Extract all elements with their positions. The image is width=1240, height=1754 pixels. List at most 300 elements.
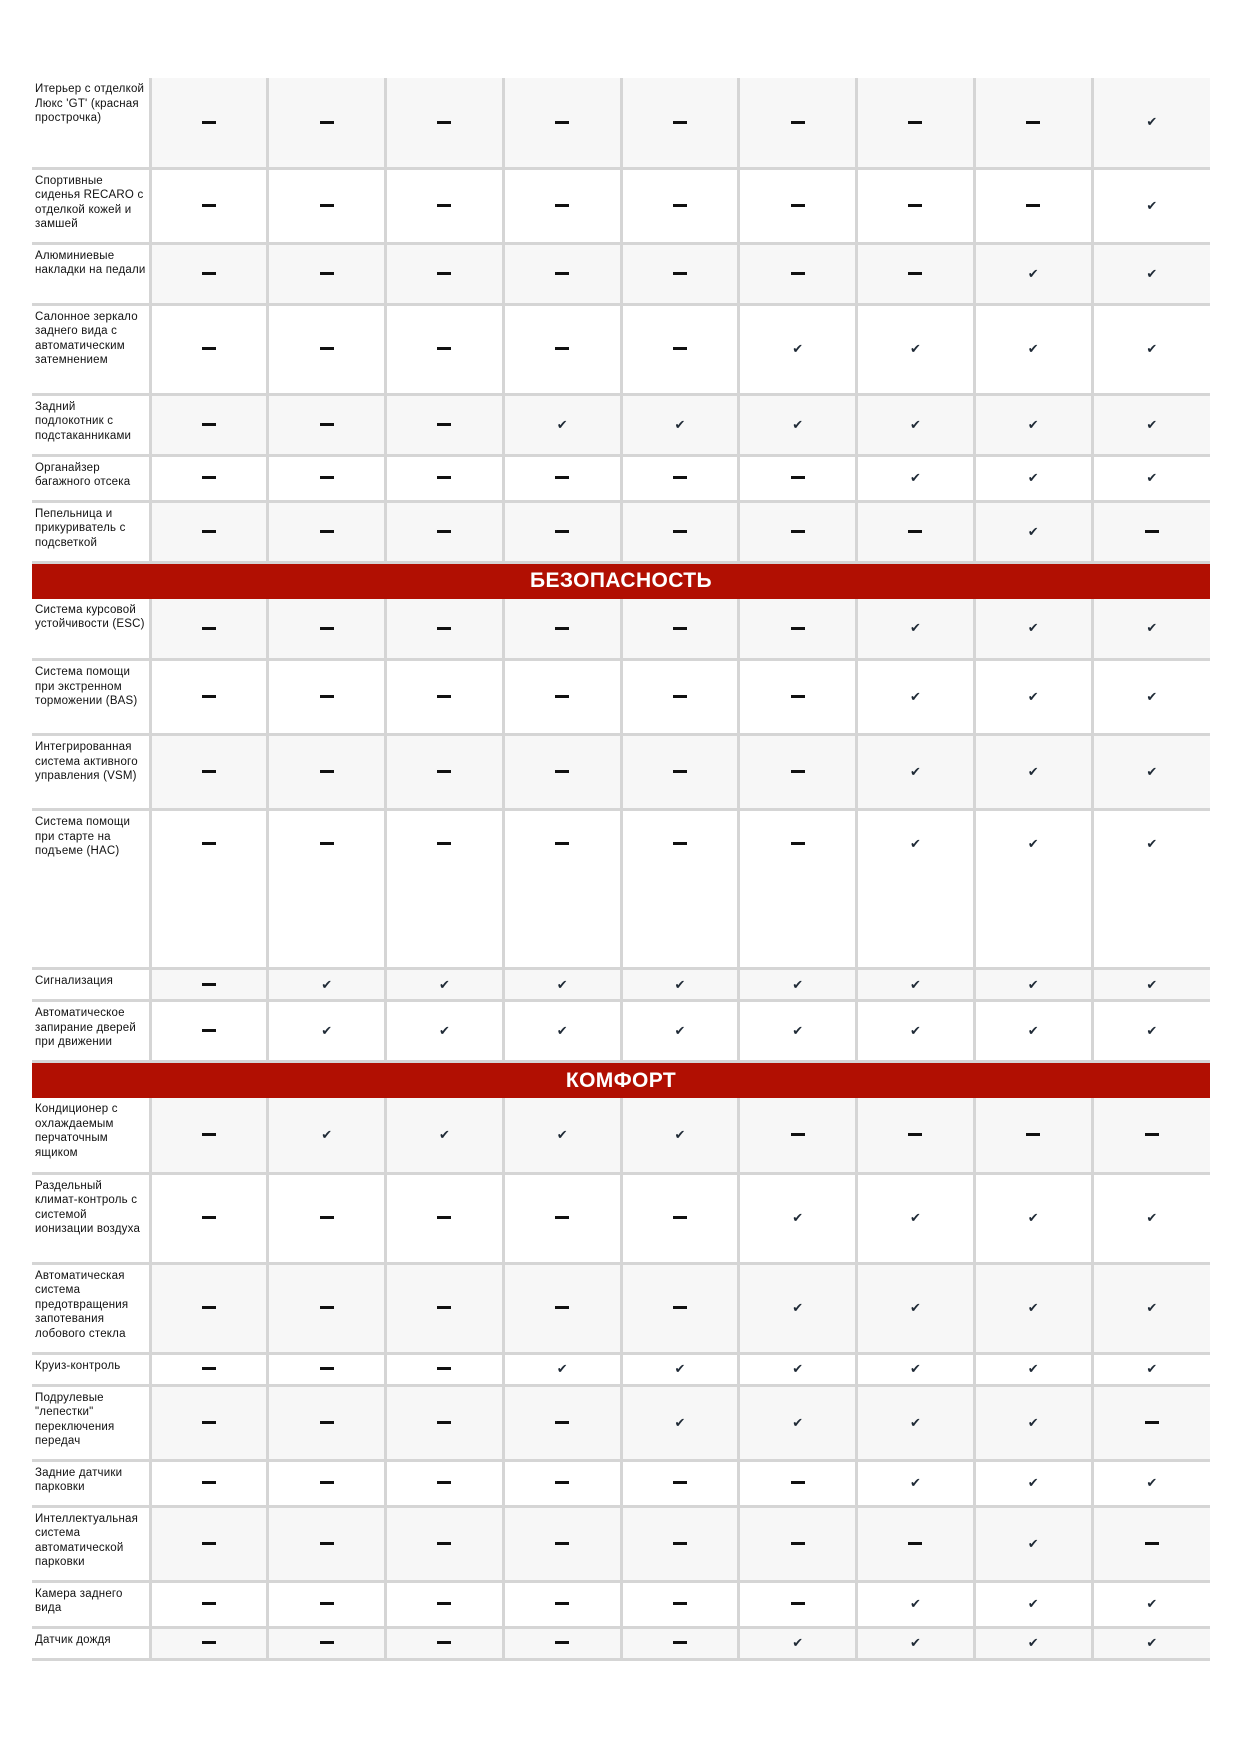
feature-value-cell <box>621 304 739 394</box>
feature-value-cell <box>621 1353 739 1385</box>
feature-label: Подрулевые "лепестки" переключения передач <box>32 1385 150 1460</box>
check-icon: ✔ <box>1146 620 1158 636</box>
feature-value-cell <box>386 735 504 810</box>
feature-value-cell <box>268 1353 386 1385</box>
feature-label: Раздельный климат-контроль с системой ионизации воздуха <box>32 1173 150 1263</box>
feature-value-cell <box>621 1506 739 1581</box>
feature-value-cell <box>621 1098 739 1173</box>
check-icon: ✔ <box>438 976 450 992</box>
dash-icon <box>1145 1542 1159 1545</box>
feature-row <box>32 78 1210 168</box>
dash-icon <box>437 627 451 630</box>
dash-icon <box>791 770 805 773</box>
check-icon: ✔ <box>321 1126 333 1142</box>
feature-value-cell <box>268 1098 386 1173</box>
dash-icon <box>320 695 334 698</box>
feature-value-cell <box>386 1353 504 1385</box>
check-icon: ✔ <box>910 1596 921 1611</box>
dash-icon <box>791 1542 805 1545</box>
dash-icon <box>320 272 334 275</box>
feature-value-cell <box>268 1173 386 1263</box>
feature-value-cell <box>857 969 975 1001</box>
dash-icon <box>202 272 216 275</box>
check-icon: ✔ <box>910 620 921 636</box>
feature-value-cell <box>739 394 857 455</box>
feature-value-cell <box>386 394 504 455</box>
feature-value-cell <box>503 1581 621 1627</box>
feature-label: Итерьер с отделкой Люкс 'GT' (красная прострочка) <box>32 78 150 168</box>
feature-value-cell <box>739 304 857 394</box>
feature-value-cell <box>150 168 268 243</box>
feature-value-cell <box>1092 394 1210 455</box>
feature-value-cell <box>503 1001 621 1062</box>
feature-value-cell <box>974 969 1092 1001</box>
dash-icon <box>202 530 216 533</box>
dash-icon <box>673 1216 687 1219</box>
feature-value-cell <box>268 969 386 1001</box>
dash-icon <box>1145 530 1159 533</box>
feature-value-cell <box>621 1627 739 1659</box>
feature-value-cell <box>268 304 386 394</box>
check-icon: ✔ <box>1027 1635 1039 1650</box>
feature-value-cell <box>739 660 857 735</box>
feature-value-cell <box>503 304 621 394</box>
check-icon: ✔ <box>1027 1535 1039 1551</box>
dash-icon <box>555 347 569 350</box>
dash-icon <box>437 423 451 426</box>
dash-icon <box>791 476 805 479</box>
check-icon: ✔ <box>910 976 921 992</box>
feature-value-cell <box>268 243 386 304</box>
check-icon: ✔ <box>910 470 921 485</box>
check-icon: ✔ <box>556 1126 568 1142</box>
feature-value-cell <box>857 243 975 304</box>
feature-row <box>32 969 1210 1001</box>
feature-value-cell <box>150 1353 268 1385</box>
dash-icon <box>673 695 687 698</box>
feature-value-cell <box>386 243 504 304</box>
feature-row <box>32 1098 1210 1173</box>
feature-value-cell <box>621 660 739 735</box>
check-icon: ✔ <box>1146 764 1158 779</box>
feature-value-cell <box>974 168 1092 243</box>
feature-value-cell <box>1092 1353 1210 1385</box>
feature-value-cell <box>150 1385 268 1460</box>
feature-label: Автоматическая система предотвращения запотевания лобового стекла <box>32 1263 150 1353</box>
feature-value-cell <box>857 599 975 660</box>
feature-value-cell <box>857 810 975 969</box>
feature-value-cell <box>386 1173 504 1263</box>
check-icon: ✔ <box>792 416 804 432</box>
feature-value-cell <box>386 1581 504 1627</box>
dash-icon <box>202 627 216 630</box>
check-icon: ✔ <box>438 1126 450 1142</box>
dash-icon <box>437 1602 451 1605</box>
feature-value-cell <box>739 1173 857 1263</box>
dash-icon <box>437 476 451 479</box>
check-icon: ✔ <box>910 1475 921 1490</box>
dash-icon <box>791 121 805 124</box>
dash-icon <box>673 204 687 207</box>
feature-row <box>32 1627 1210 1659</box>
feature-value-cell <box>386 501 504 562</box>
feature-value-cell <box>150 1460 268 1506</box>
check-icon: ✔ <box>1146 1023 1158 1038</box>
section-header-row <box>32 562 1210 599</box>
dash-icon <box>437 530 451 533</box>
feature-value-cell <box>503 1385 621 1460</box>
feature-value-cell <box>1092 78 1210 168</box>
feature-value-cell <box>503 1460 621 1506</box>
check-icon: ✔ <box>321 976 333 992</box>
feature-value-cell <box>503 735 621 810</box>
feature-label: Пепельница и прикуриватель с подсветкой <box>32 501 150 562</box>
dash-icon <box>673 476 687 479</box>
check-icon: ✔ <box>1027 341 1039 356</box>
dash-icon <box>320 347 334 350</box>
feature-value-cell <box>150 735 268 810</box>
feature-value-cell <box>150 394 268 455</box>
feature-value-cell <box>974 1263 1092 1353</box>
feature-value-cell <box>974 1385 1092 1460</box>
feature-value-cell <box>503 1098 621 1173</box>
feature-value-cell <box>268 1385 386 1460</box>
feature-value-cell <box>268 394 386 455</box>
check-icon: ✔ <box>1146 341 1158 356</box>
feature-value-cell <box>1092 1581 1210 1627</box>
feature-label: Кондиционер с охлаждаемым перчаточным ящиком <box>32 1098 150 1173</box>
check-icon: ✔ <box>792 976 804 992</box>
feature-value-cell <box>503 1627 621 1659</box>
dash-icon <box>555 695 569 698</box>
feature-value-cell <box>150 599 268 660</box>
dash-icon <box>908 1542 922 1545</box>
feature-label: Автоматическое запирание дверей при движении <box>32 1001 150 1062</box>
check-icon: ✔ <box>1027 1361 1039 1376</box>
feature-value-cell <box>974 1627 1092 1659</box>
feature-value-cell <box>857 78 975 168</box>
check-icon: ✔ <box>1146 1635 1158 1650</box>
feature-row <box>32 1263 1210 1353</box>
feature-value-cell <box>150 501 268 562</box>
feature-value-cell <box>974 304 1092 394</box>
check-icon: ✔ <box>1146 689 1158 704</box>
dash-icon <box>673 842 687 845</box>
feature-value-cell <box>621 168 739 243</box>
feature-value-cell <box>386 455 504 501</box>
check-icon: ✔ <box>1027 523 1039 539</box>
dash-icon <box>437 204 451 207</box>
feature-value-cell <box>857 1263 975 1353</box>
feature-value-cell <box>150 1001 268 1062</box>
check-icon: ✔ <box>1146 265 1158 281</box>
feature-value-cell <box>857 455 975 501</box>
feature-value-cell <box>503 1173 621 1263</box>
check-icon: ✔ <box>792 1635 804 1650</box>
dash-icon <box>437 1481 451 1484</box>
feature-label: Система помощи при старте на подъеме (HAC) <box>32 810 150 969</box>
feature-value-cell <box>621 394 739 455</box>
feature-value-cell <box>974 660 1092 735</box>
dash-icon <box>555 1641 569 1644</box>
check-icon: ✔ <box>1027 470 1039 485</box>
feature-value-cell <box>386 969 504 1001</box>
feature-value-cell <box>1092 660 1210 735</box>
section-title: КОМФОРТ <box>32 1062 1210 1099</box>
feature-value-cell <box>150 1173 268 1263</box>
check-icon: ✔ <box>1027 764 1039 779</box>
dash-icon <box>908 204 922 207</box>
feature-value-cell <box>621 969 739 1001</box>
feature-value-cell <box>739 1263 857 1353</box>
feature-value-cell <box>739 810 857 969</box>
dash-icon <box>202 1306 216 1309</box>
dash-icon <box>437 1367 451 1370</box>
dash-icon <box>202 1421 216 1424</box>
dash-icon <box>320 1421 334 1424</box>
feature-value-cell <box>621 455 739 501</box>
dash-icon <box>437 1216 451 1219</box>
feature-row <box>32 1581 1210 1627</box>
feature-label: Сигнализация <box>32 969 150 1001</box>
feature-value-cell <box>739 1506 857 1581</box>
feature-label: Салонное зеркало заднего вида с автоматическим затемнением <box>32 304 150 394</box>
feature-value-cell <box>150 455 268 501</box>
dash-icon <box>1026 1133 1040 1136</box>
check-icon: ✔ <box>910 1210 921 1225</box>
feature-value-cell <box>621 78 739 168</box>
feature-value-cell <box>857 1353 975 1385</box>
dash-icon <box>320 1306 334 1309</box>
feature-value-cell <box>739 599 857 660</box>
dash-icon <box>555 842 569 845</box>
feature-value-cell <box>150 243 268 304</box>
dash-icon <box>673 627 687 630</box>
dash-icon <box>791 1133 805 1136</box>
feature-value-cell <box>386 1385 504 1460</box>
feature-row <box>32 501 1210 562</box>
feature-label: Алюминиевые накладки на педали <box>32 243 150 304</box>
dash-icon <box>437 121 451 124</box>
feature-value-cell <box>150 1506 268 1581</box>
feature-value-cell <box>503 168 621 243</box>
feature-value-cell <box>268 660 386 735</box>
feature-value-cell <box>386 1263 504 1353</box>
feature-value-cell <box>150 969 268 1001</box>
check-icon: ✔ <box>910 689 921 704</box>
check-icon: ✔ <box>1027 1300 1039 1315</box>
dash-icon <box>202 1367 216 1370</box>
feature-value-cell <box>386 1627 504 1659</box>
feature-row <box>32 1385 1210 1460</box>
feature-value-cell <box>268 1627 386 1659</box>
feature-label: Задний подлокотник с подстаканниками <box>32 394 150 455</box>
dash-icon <box>555 530 569 533</box>
dash-icon <box>791 695 805 698</box>
feature-value-cell <box>857 1098 975 1173</box>
feature-value-cell <box>974 1173 1092 1263</box>
feature-value-cell <box>739 735 857 810</box>
check-icon: ✔ <box>1146 1210 1158 1225</box>
check-icon: ✔ <box>674 1414 686 1430</box>
dash-icon <box>555 770 569 773</box>
check-icon: ✔ <box>910 1300 921 1315</box>
section-title: БЕЗОПАСНОСТЬ <box>32 562 1210 599</box>
feature-value-cell <box>1092 735 1210 810</box>
feature-value-cell <box>621 1581 739 1627</box>
feature-value-cell <box>1092 168 1210 243</box>
dash-icon <box>437 272 451 275</box>
dash-icon <box>437 770 451 773</box>
dash-icon <box>791 204 805 207</box>
feature-value-cell <box>739 969 857 1001</box>
feature-value-cell <box>386 660 504 735</box>
feature-value-cell <box>268 168 386 243</box>
feature-value-cell <box>1092 455 1210 501</box>
dash-icon <box>437 1542 451 1545</box>
check-icon: ✔ <box>1146 114 1158 130</box>
feature-value-cell <box>150 660 268 735</box>
dash-icon <box>673 272 687 275</box>
feature-value-cell <box>974 599 1092 660</box>
feature-value-cell <box>739 455 857 501</box>
feature-row <box>32 599 1210 660</box>
feature-value-cell <box>739 1098 857 1173</box>
feature-value-cell <box>268 1506 386 1581</box>
feature-value-cell <box>1092 1001 1210 1062</box>
dash-icon <box>202 1029 216 1032</box>
dash-icon <box>202 1602 216 1605</box>
feature-value-cell <box>621 1001 739 1062</box>
feature-value-cell <box>739 1581 857 1627</box>
feature-value-cell <box>621 1173 739 1263</box>
check-icon: ✔ <box>1146 1361 1158 1376</box>
feature-value-cell <box>268 1001 386 1062</box>
dash-icon <box>673 770 687 773</box>
feature-value-cell <box>503 969 621 1001</box>
check-icon: ✔ <box>674 416 686 432</box>
feature-value-cell <box>621 1385 739 1460</box>
dash-icon <box>791 530 805 533</box>
feature-value-cell <box>1092 304 1210 394</box>
feature-row <box>32 455 1210 501</box>
feature-row <box>32 304 1210 394</box>
dash-icon <box>320 530 334 533</box>
dash-icon <box>791 1602 805 1605</box>
feature-value-cell <box>386 599 504 660</box>
check-icon: ✔ <box>674 1023 686 1038</box>
feature-row <box>32 1173 1210 1263</box>
feature-value-cell <box>150 1098 268 1173</box>
dash-icon <box>202 1481 216 1484</box>
feature-value-cell <box>503 501 621 562</box>
check-icon: ✔ <box>910 764 921 779</box>
check-icon: ✔ <box>1027 1023 1039 1038</box>
dash-icon <box>202 695 216 698</box>
feature-value-cell <box>150 78 268 168</box>
dash-icon <box>320 1641 334 1644</box>
dash-icon <box>320 627 334 630</box>
dash-icon <box>437 695 451 698</box>
feature-label: Камера заднего вида <box>32 1581 150 1627</box>
feature-value-cell <box>386 1506 504 1581</box>
feature-value-cell <box>621 810 739 969</box>
feature-value-cell <box>974 810 1092 969</box>
feature-value-cell <box>857 168 975 243</box>
dash-icon <box>1145 1421 1159 1424</box>
feature-value-cell <box>268 599 386 660</box>
dash-icon <box>202 770 216 773</box>
check-icon: ✔ <box>556 1023 568 1038</box>
feature-value-cell <box>503 455 621 501</box>
check-icon: ✔ <box>1027 689 1039 704</box>
feature-value-cell <box>857 394 975 455</box>
dash-icon <box>791 1481 805 1484</box>
dash-icon <box>202 1133 216 1136</box>
check-icon: ✔ <box>674 1126 686 1142</box>
feature-row <box>32 394 1210 455</box>
check-icon: ✔ <box>792 1300 804 1315</box>
dash-icon <box>202 204 216 207</box>
feature-label: Задние датчики парковки <box>32 1460 150 1506</box>
feature-value-cell <box>386 1001 504 1062</box>
dash-icon <box>202 121 216 124</box>
feature-value-cell <box>268 501 386 562</box>
dash-icon <box>673 1602 687 1605</box>
feature-value-cell <box>150 1581 268 1627</box>
feature-value-cell <box>857 660 975 735</box>
dash-icon <box>1026 204 1040 207</box>
feature-value-cell <box>503 660 621 735</box>
check-icon: ✔ <box>910 1635 921 1650</box>
spec-table <box>32 78 1210 1661</box>
feature-value-cell <box>974 394 1092 455</box>
feature-value-cell <box>268 810 386 969</box>
dash-icon <box>202 983 216 986</box>
feature-value-cell <box>503 599 621 660</box>
feature-label: Интеллектуальная система автоматической парковки <box>32 1506 150 1581</box>
feature-value-cell <box>386 1460 504 1506</box>
feature-row <box>32 1506 1210 1581</box>
feature-value-cell <box>621 735 739 810</box>
feature-value-cell <box>386 78 504 168</box>
dash-icon <box>908 530 922 533</box>
dash-icon <box>673 1481 687 1484</box>
feature-value-cell <box>1092 1506 1210 1581</box>
feature-value-cell <box>386 810 504 969</box>
feature-label: Круиз-контроль <box>32 1353 150 1385</box>
feature-value-cell <box>1092 1173 1210 1263</box>
dash-icon <box>1026 121 1040 124</box>
feature-value-cell <box>150 304 268 394</box>
dash-icon <box>791 272 805 275</box>
feature-value-cell <box>1092 969 1210 1001</box>
feature-row <box>32 1353 1210 1385</box>
feature-value-cell <box>739 1627 857 1659</box>
feature-value-cell <box>621 599 739 660</box>
check-icon: ✔ <box>1027 1475 1039 1490</box>
feature-label: Интегрированная система активного управления (VSM) <box>32 735 150 810</box>
dash-icon <box>791 627 805 630</box>
feature-value-cell <box>739 168 857 243</box>
dash-icon <box>555 204 569 207</box>
feature-value-cell <box>1092 1460 1210 1506</box>
feature-value-cell <box>974 78 1092 168</box>
feature-value-cell <box>503 1353 621 1385</box>
feature-row <box>32 1460 1210 1506</box>
feature-value-cell <box>1092 243 1210 304</box>
check-icon: ✔ <box>1027 1210 1039 1225</box>
